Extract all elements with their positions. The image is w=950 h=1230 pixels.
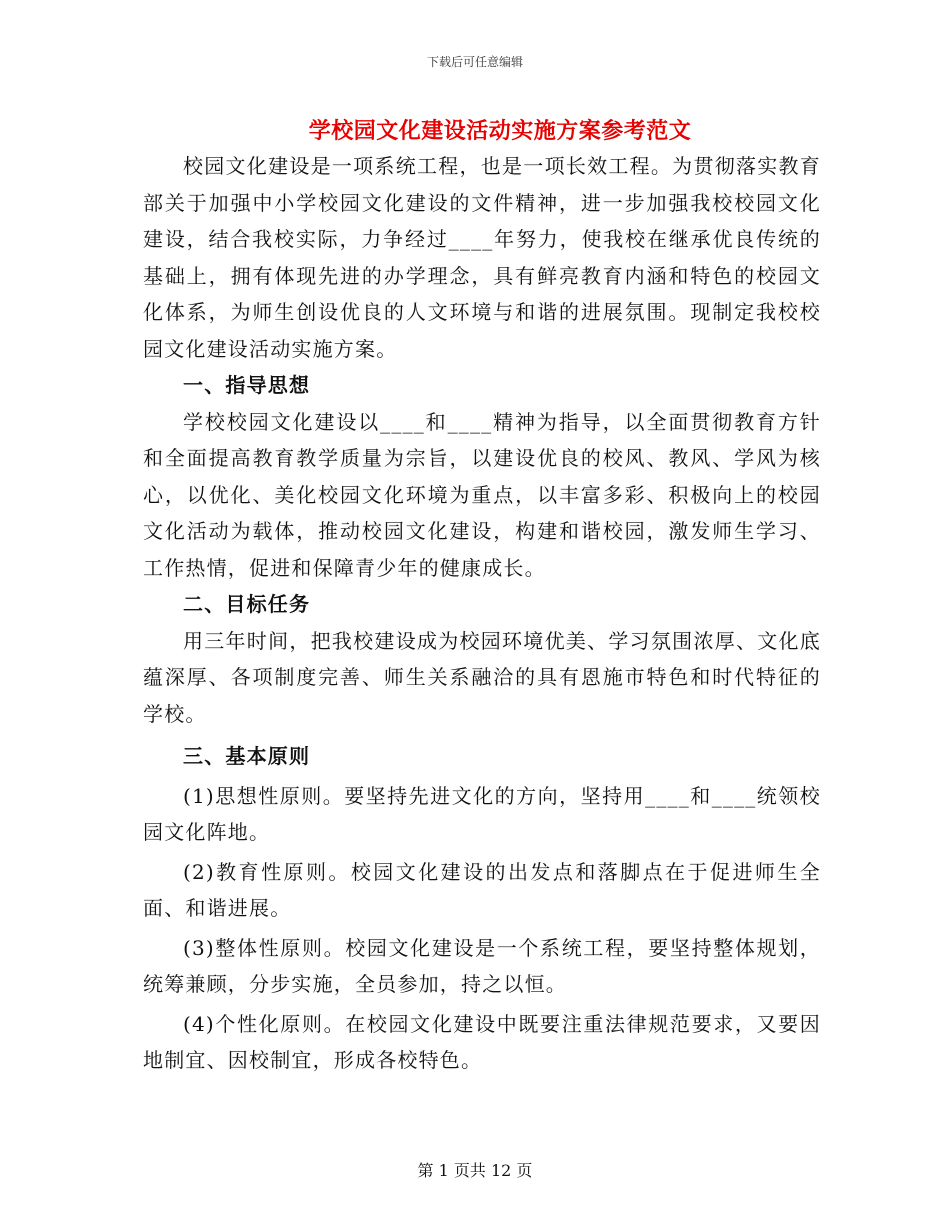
document-body — [143, 148, 821, 1079]
principle-item: (2)教育性原则。校园文化建设的出发点和落脚点在于促进师生全面、和谐进展。 — [143, 859, 821, 920]
principle-item: (4)个性化原则。在校园文化建设中既要注重法律规范要求，又要因地制宜、因校制宜，形成各校特色。 — [143, 1011, 821, 1072]
principle-item: (3)整体性原则。校园文化建设是一个系统工程，要坚持整体规划，统筹兼顾，分步实施，全员参加，持之以恒。 — [143, 935, 821, 996]
principle-item: (1)思想性原则。要坚持先进文化的方向，坚持用____和____统领校园文化阵地。 — [143, 783, 821, 844]
header-note: 下载后可任意编辑 — [426, 55, 523, 69]
section-heading-guiding-ideology: 一、指导思想 — [183, 373, 311, 397]
section-heading-goals: 二、目标任务 — [183, 592, 311, 616]
intro-paragraph: 校园文化建设是一项系统工程，也是一项长效工程。为贯彻落实教育部关于加强中小学校园文化建设的文件精神，进一步加强我校校园文化建设，结合我校实际，力争经过____年努力，使我校在继承优良传统的基础上，拥有体现先进的办学理念，具有鲜亮教育内涵和特色的校园文化体系，为师生创设优良的人文环境与和谐的进展氛围。现制定我校校园文化建设活动实施方案。 — [143, 154, 821, 361]
page-number: 第 1 页共 12 页 — [417, 1161, 533, 1180]
document-title: 学校园文化建设活动实施方案参考范文 — [308, 118, 692, 144]
goals-paragraph: 用三年时间，把我校建设成为校园环境优美、学习氛围浓厚、文化底蕴深厚、各项制度完善、师生关系融洽的具有恩施市特色和时代特征的学校。 — [143, 628, 821, 726]
section-heading-principles: 三、基本原则 — [183, 744, 311, 768]
guiding-ideology-paragraph: 学校校园文化建设以____和____精神为指导，以全面贯彻教育方针和全面提高教育教学质量为宗旨，以建设优良的校风、教风、学风为核心，以优化、美化校园文化环境为重点，以丰富多彩、积极向上的校园文化活动为载体，推动校园文化建设，构建和谐校园，激发师生学习、工作热情，促进和保障青少年的健康成长。 — [143, 409, 821, 580]
